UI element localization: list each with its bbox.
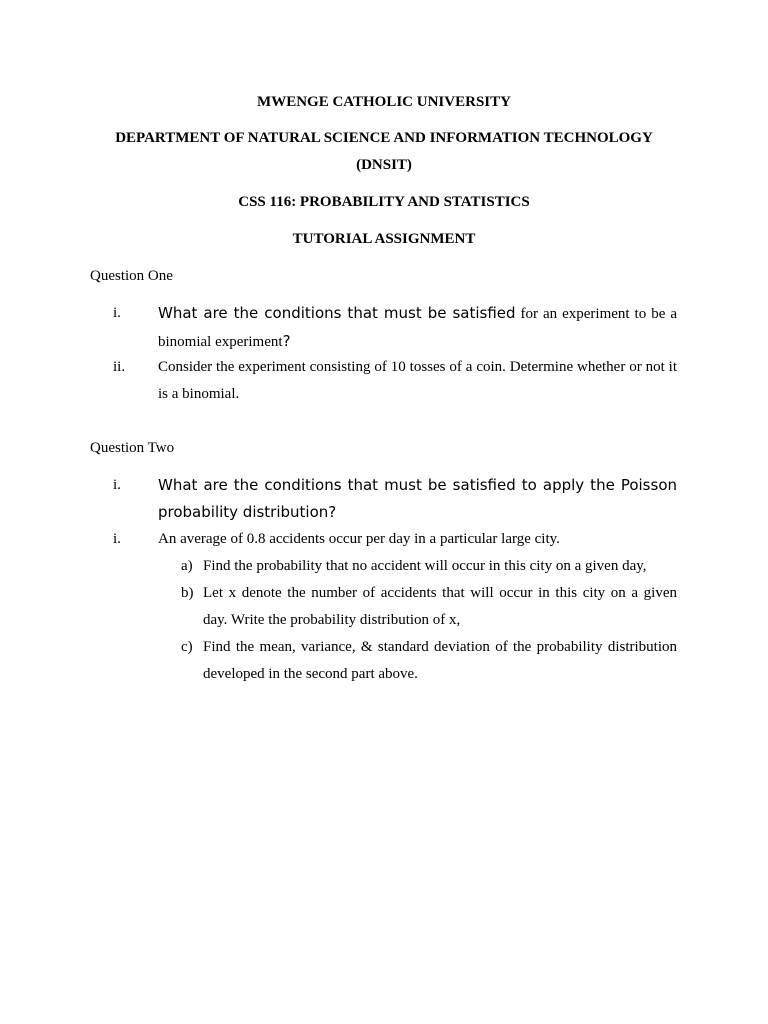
- item-number: i.: [113, 531, 121, 547]
- question-two-heading: Question Two: [90, 440, 175, 456]
- question-one-heading: Question One: [90, 268, 173, 284]
- item-text: [158, 300, 677, 356]
- item-text: An average of 0.8 accidents occur per day in a particular large city.: [158, 531, 560, 547]
- subitem-letter: a): [181, 558, 193, 574]
- assignment-title: TUTORIAL ASSIGNMENT: [292, 231, 476, 247]
- department-title: DEPARTMENT OF NATURAL SCIENCE AND INFORMATION TECHNOLOGY (DNSIT): [115, 130, 653, 173]
- subitem-letter: b): [181, 585, 194, 601]
- subitem-text: Find the probability that no accident will occur in this city on a given day,: [203, 558, 647, 574]
- item-number: ii.: [113, 359, 126, 375]
- subitem-text: Let x denote the number of accidents that will occur in this city on a given day. Write the probability distribution of x,: [203, 585, 677, 628]
- subitem-letter: c): [181, 639, 193, 655]
- item-text: What are the conditions that must be satisfied to apply the Poisson probability distribution?: [158, 476, 677, 521]
- item-number: i.: [113, 305, 121, 321]
- item-number: i.: [113, 477, 121, 493]
- item-text-sans: What are the conditions that must be satisfied: [158, 304, 516, 322]
- item-text-end: ?: [282, 332, 291, 350]
- item-text-serif: for an experiment to be a binomial experiment: [158, 306, 677, 350]
- subitem-text: Find the mean, variance, & standard deviation of the probability distribution developed in the second part above.: [203, 639, 677, 682]
- university-title: MWENGE CATHOLIC UNIVERSITY: [257, 94, 511, 110]
- course-title: CSS 116: PROBABILITY AND STATISTICS: [238, 194, 530, 210]
- item-text: Consider the experiment consisting of 10 tosses of a coin. Determine whether or not it is a binomial.: [158, 359, 677, 402]
